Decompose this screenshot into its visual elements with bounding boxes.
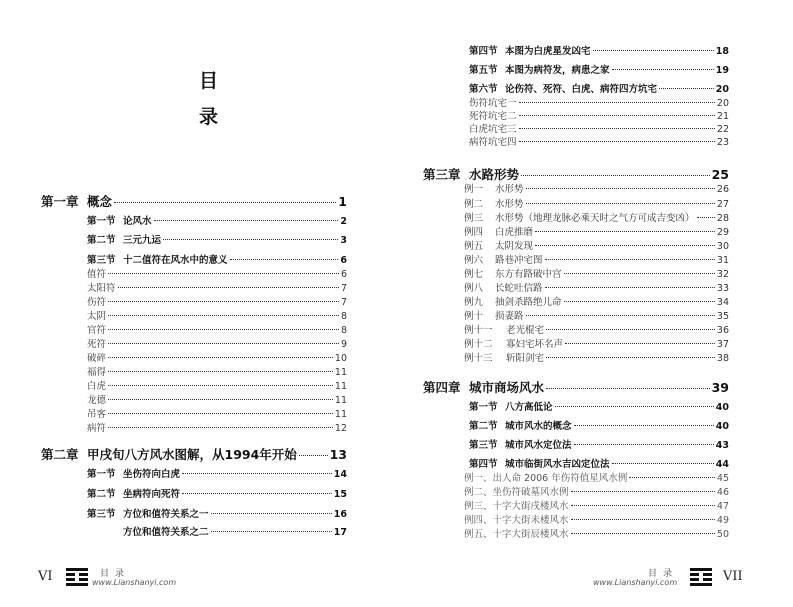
leader-dots xyxy=(108,315,339,316)
leader-dots xyxy=(211,513,332,514)
footer-page-number: VI xyxy=(38,569,53,584)
page-number: 23 xyxy=(716,137,729,148)
toc-section[interactable] xyxy=(87,486,347,500)
example-label: 例七 xyxy=(464,269,484,280)
example-label: 例十 xyxy=(464,311,484,322)
section-title: 本图为白虎星发凶宅 xyxy=(505,46,591,57)
leader-dots xyxy=(612,463,714,464)
page-number: 36 xyxy=(716,325,729,336)
page-number: 16 xyxy=(333,509,347,520)
item-title: 吊客 xyxy=(87,409,107,420)
item-title: 值符 xyxy=(87,269,107,280)
section-label: 第六节 xyxy=(469,84,498,95)
example-title: 损妻路 xyxy=(495,311,524,322)
page-number: 3 xyxy=(340,235,347,246)
toc-section[interactable] xyxy=(469,418,729,432)
toc-example[interactable] xyxy=(464,498,729,512)
toc-item[interactable] xyxy=(87,350,347,364)
toc-section[interactable] xyxy=(469,399,729,413)
example-title: 水形势（地理龙脉必乘天时之气方可成吉变凶） xyxy=(495,213,695,224)
item-title: 破碎 xyxy=(87,353,107,364)
page-number: 13 xyxy=(329,447,347,462)
chapter-title: 概念 xyxy=(87,194,113,209)
example-title: 水形势 xyxy=(495,184,524,195)
section-label: 第一节 xyxy=(87,469,116,480)
example-label: 例八 xyxy=(464,283,484,294)
leader-dots xyxy=(521,175,710,176)
page-number: 21 xyxy=(716,111,729,122)
toc-section[interactable] xyxy=(87,213,347,227)
page-number: 44 xyxy=(715,459,729,470)
toc-example[interactable] xyxy=(464,350,729,364)
leader-dots xyxy=(546,329,715,330)
page-number: 20 xyxy=(715,84,729,95)
chapter-label: 第二章 xyxy=(41,447,79,462)
example-label: 例一 xyxy=(464,184,484,195)
example-label: 例十一 xyxy=(464,325,493,336)
page-number: 39 xyxy=(711,380,729,395)
section-title: 八方高低论 xyxy=(505,402,553,413)
page-number: 49 xyxy=(716,515,729,526)
toc-item[interactable] xyxy=(469,121,729,135)
toc-chapter-4[interactable] xyxy=(423,378,729,396)
leader-dots xyxy=(571,519,715,520)
page-number: 11 xyxy=(334,395,347,406)
page-number: 11 xyxy=(334,381,347,392)
toc-title-char-1: 目 xyxy=(199,70,219,92)
section-label: 第四节 xyxy=(469,459,498,470)
page-number: 6 xyxy=(340,255,347,266)
page-number: 35 xyxy=(716,311,729,322)
toc-section[interactable] xyxy=(87,252,347,266)
leader-dots xyxy=(546,388,710,389)
leader-dots xyxy=(108,385,333,386)
section-title: 论伤符、死符、白虎、病符四方坑宅 xyxy=(505,84,658,95)
page-number: 45 xyxy=(716,473,729,484)
toc-item[interactable] xyxy=(469,134,729,148)
page-number: 11 xyxy=(334,409,347,420)
section-title: 城市临街风水吉凶定位法 xyxy=(505,459,610,470)
page-number: 33 xyxy=(716,283,729,294)
page-number: 18 xyxy=(715,46,729,57)
item-title: 死符 xyxy=(87,339,107,350)
leader-dots xyxy=(545,287,715,288)
chapter-title: 城市商场风水 xyxy=(469,380,545,395)
leader-dots xyxy=(211,531,332,532)
leader-dots xyxy=(535,245,715,246)
example-title: 老光棍宅 xyxy=(506,325,545,336)
example-label: 例四 xyxy=(464,227,484,238)
page-number: 11 xyxy=(334,367,347,378)
item-title: 太阳符 xyxy=(87,283,116,294)
section-label: 第二节 xyxy=(87,235,116,246)
page-number: 37 xyxy=(716,339,729,350)
toc-section[interactable] xyxy=(87,506,347,520)
example-title: 长蛇吐信路 xyxy=(495,283,543,294)
section-label: 第三节 xyxy=(87,255,116,266)
footer-label: 目录 xyxy=(100,569,131,579)
toc-section[interactable] xyxy=(469,456,729,470)
page-number: 20 xyxy=(716,98,729,109)
toc-example[interactable] xyxy=(464,336,729,350)
leader-dots xyxy=(182,493,332,494)
toc-item[interactable] xyxy=(87,266,347,280)
leader-dots xyxy=(108,329,339,330)
toc-section[interactable] xyxy=(87,466,347,480)
toc-example[interactable] xyxy=(464,280,729,294)
example-title: 例一、出人命 2006 年伤符值星风水例 xyxy=(464,473,628,484)
page-number: 17 xyxy=(333,527,347,538)
section-title: 论风水 xyxy=(123,216,152,227)
item-title: 伤符坑宅一 xyxy=(469,98,517,109)
section-label: 第三节 xyxy=(87,509,116,520)
example-label: 例九 xyxy=(464,297,484,308)
leader-dots xyxy=(108,371,333,372)
section-title: 本图为病符发，病患之家 xyxy=(505,65,610,76)
left-page xyxy=(0,0,396,607)
example-label: 例十二 xyxy=(464,339,493,350)
example-title: 抽剑杀路绝儿命 xyxy=(495,297,562,308)
example-title: 例四、十字大街未楼风水 xyxy=(464,515,569,526)
item-title: 白虎坑宅三 xyxy=(469,124,517,135)
toc-item[interactable] xyxy=(87,364,347,378)
toc-chapter-2[interactable] xyxy=(41,445,347,463)
leader-dots xyxy=(519,141,715,142)
example-title: 例五、十字大街辰楼风水 xyxy=(464,529,569,540)
section-label: 第五节 xyxy=(469,65,498,76)
toc-title-char-2: 录 xyxy=(199,106,219,128)
page-number: 32 xyxy=(716,269,729,280)
toc-item[interactable] xyxy=(87,378,347,392)
page-number: 34 xyxy=(716,297,729,308)
page-number: 40 xyxy=(715,402,729,413)
page-number: 27 xyxy=(716,199,729,210)
footer-page-number: VII xyxy=(723,569,743,584)
section-title: 三元九运 xyxy=(123,235,162,246)
right-page xyxy=(398,0,793,607)
toc-section[interactable] xyxy=(469,437,729,451)
example-label: 例五 xyxy=(464,241,484,252)
toc-item[interactable] xyxy=(87,322,347,336)
section-title: 坐病符向死符 xyxy=(123,489,181,500)
example-title: 东方有路破中宫 xyxy=(495,269,562,280)
lianshan-logo-icon xyxy=(66,568,88,586)
toc-section[interactable] xyxy=(469,62,729,76)
leader-dots xyxy=(526,188,715,189)
leader-dots xyxy=(118,287,339,288)
leader-dots xyxy=(545,259,715,260)
leader-dots xyxy=(546,357,715,358)
toc-example[interactable] xyxy=(464,470,729,484)
example-label: 例六 xyxy=(464,255,484,266)
item-title: 伤符 xyxy=(87,297,107,308)
toc-item[interactable] xyxy=(87,280,347,294)
toc-item[interactable] xyxy=(87,336,347,350)
page-number: 28 xyxy=(716,213,729,224)
leader-dots xyxy=(526,203,715,204)
page-number: 30 xyxy=(716,241,729,252)
section-title: 城市风水的概念 xyxy=(505,421,572,432)
leader-dots xyxy=(108,343,339,344)
example-label: 例二 xyxy=(464,199,484,210)
leader-dots xyxy=(108,273,339,274)
item-title: 病符 xyxy=(87,423,107,434)
leader-dots xyxy=(564,301,715,302)
page-number: 29 xyxy=(716,227,729,238)
page-number: 26 xyxy=(716,184,729,195)
example-title: 白虎推磨 xyxy=(495,227,534,238)
toc-example[interactable] xyxy=(464,238,729,252)
example-title: 斩阳剑宅 xyxy=(506,353,545,364)
chapter-title: 水路形势 xyxy=(469,167,520,182)
page-number: 31 xyxy=(716,255,729,266)
section-title: 方位和值符关系之二 xyxy=(123,527,209,538)
leader-dots xyxy=(526,315,715,316)
page-number: 15 xyxy=(333,489,347,500)
leader-dots xyxy=(108,301,339,302)
leader-dots xyxy=(299,455,328,456)
page-number: 2 xyxy=(340,216,347,227)
leader-dots xyxy=(659,88,714,89)
toc-example[interactable] xyxy=(464,181,729,195)
leader-dots xyxy=(612,69,714,70)
toc-item[interactable] xyxy=(87,406,347,420)
page-number: 40 xyxy=(715,421,729,432)
page-number: 6 xyxy=(340,269,347,280)
toc-example[interactable] xyxy=(464,196,729,210)
leader-dots xyxy=(519,115,715,116)
footer-url[interactable]: www.Lianshanyi.com xyxy=(593,578,678,587)
toc-section[interactable] xyxy=(87,232,347,246)
leader-dots xyxy=(574,444,714,445)
page-number: 14 xyxy=(333,469,347,480)
section-label: 第三节 xyxy=(469,440,498,451)
section-label: 第二节 xyxy=(469,421,498,432)
page-number: 8 xyxy=(340,311,347,322)
leader-dots xyxy=(535,231,715,232)
item-title: 太阴 xyxy=(87,311,107,322)
page-number: 8 xyxy=(340,325,347,336)
item-title: 龙德 xyxy=(87,395,107,406)
page-number: 25 xyxy=(711,167,729,182)
page-number: 9 xyxy=(340,339,347,350)
section-label: 第四节 xyxy=(469,46,498,57)
item-title: 官符 xyxy=(87,325,107,336)
footer-url[interactable]: www.Lianshanyi.com xyxy=(92,578,177,587)
toc-item[interactable] xyxy=(87,420,347,434)
toc-example[interactable] xyxy=(464,252,729,266)
toc-example[interactable] xyxy=(464,512,729,526)
leader-dots xyxy=(108,357,333,358)
leader-dots xyxy=(629,477,715,478)
toc-section[interactable] xyxy=(123,524,347,538)
leader-dots xyxy=(519,102,715,103)
page-number: 19 xyxy=(715,65,729,76)
toc-item[interactable] xyxy=(87,392,347,406)
leader-dots xyxy=(114,202,336,203)
page-number: 43 xyxy=(715,440,729,451)
page-number: 7 xyxy=(340,283,347,294)
toc-example[interactable] xyxy=(464,322,729,336)
leader-dots xyxy=(571,533,715,534)
example-title: 水形势 xyxy=(495,199,524,210)
leader-dots xyxy=(574,425,714,426)
example-title: 寡妇宅坏名声 xyxy=(506,339,564,350)
page-number: 46 xyxy=(716,487,729,498)
toc-example[interactable] xyxy=(464,210,729,224)
toc-section[interactable] xyxy=(469,81,729,95)
page-number: 22 xyxy=(716,124,729,135)
section-title: 坐伤符向白虎 xyxy=(123,469,181,480)
example-label: 例三 xyxy=(464,213,484,224)
example-title: 例三、十字大街戌楼风水 xyxy=(464,501,569,512)
toc-example[interactable] xyxy=(464,526,729,540)
item-title: 病符坑宅四 xyxy=(469,137,517,148)
chapter-title: 甲戌旬八方风水图解，从1994年开始 xyxy=(87,447,297,462)
leader-dots xyxy=(108,427,333,428)
leader-dots xyxy=(154,220,339,221)
chapter-label: 第一章 xyxy=(41,194,79,209)
section-title: 十二值符在风水中的意义 xyxy=(123,255,228,266)
example-title: 太阴发现 xyxy=(495,241,534,252)
example-title: 例二、坐伤符破墓风水例 xyxy=(464,487,569,498)
chapter-label: 第四章 xyxy=(423,380,461,395)
toc-chapter-1[interactable] xyxy=(41,192,347,210)
item-title: 死符坑宅二 xyxy=(469,111,517,122)
section-title: 方位和值符关系之一 xyxy=(123,509,209,520)
leader-dots xyxy=(564,273,715,274)
toc-item[interactable] xyxy=(469,95,729,109)
item-title: 白虎 xyxy=(87,381,107,392)
section-title: 城市风水定位法 xyxy=(505,440,572,451)
leader-dots xyxy=(593,50,714,51)
lianshan-logo-icon xyxy=(690,568,712,586)
footer-label: 目录 xyxy=(648,569,679,579)
section-label: 第一节 xyxy=(87,216,116,227)
leader-dots xyxy=(565,343,715,344)
section-label: 第一节 xyxy=(469,402,498,413)
leader-dots xyxy=(182,473,332,474)
page-number: 7 xyxy=(340,297,347,308)
example-title: 路巷冲宅图 xyxy=(495,255,543,266)
page-number: 1 xyxy=(338,194,347,209)
chapter-label: 第三章 xyxy=(423,167,461,182)
toc-example[interactable] xyxy=(464,266,729,280)
toc-example[interactable] xyxy=(464,484,729,498)
leader-dots xyxy=(230,259,339,260)
leader-dots xyxy=(571,491,715,492)
toc-example[interactable] xyxy=(464,308,729,322)
leader-dots xyxy=(108,399,333,400)
page-number: 50 xyxy=(716,529,729,540)
leader-dots xyxy=(555,406,714,407)
leader-dots xyxy=(108,413,333,414)
item-title: 福得 xyxy=(87,367,107,378)
example-label: 例十三 xyxy=(464,353,493,364)
page-number: 47 xyxy=(716,501,729,512)
leader-dots xyxy=(697,217,715,218)
leader-dots xyxy=(571,505,715,506)
leader-dots xyxy=(519,128,715,129)
toc-section[interactable] xyxy=(469,43,729,57)
toc-item[interactable] xyxy=(469,108,729,122)
page-number: 38 xyxy=(716,353,729,364)
toc-example[interactable] xyxy=(464,224,729,238)
toc-item[interactable] xyxy=(87,308,347,322)
page-number: 12 xyxy=(334,423,347,434)
toc-item[interactable] xyxy=(87,294,347,308)
page-number: 10 xyxy=(334,353,347,364)
leader-dots xyxy=(163,239,338,240)
toc-example[interactable] xyxy=(464,294,729,308)
section-label: 第二节 xyxy=(87,489,116,500)
